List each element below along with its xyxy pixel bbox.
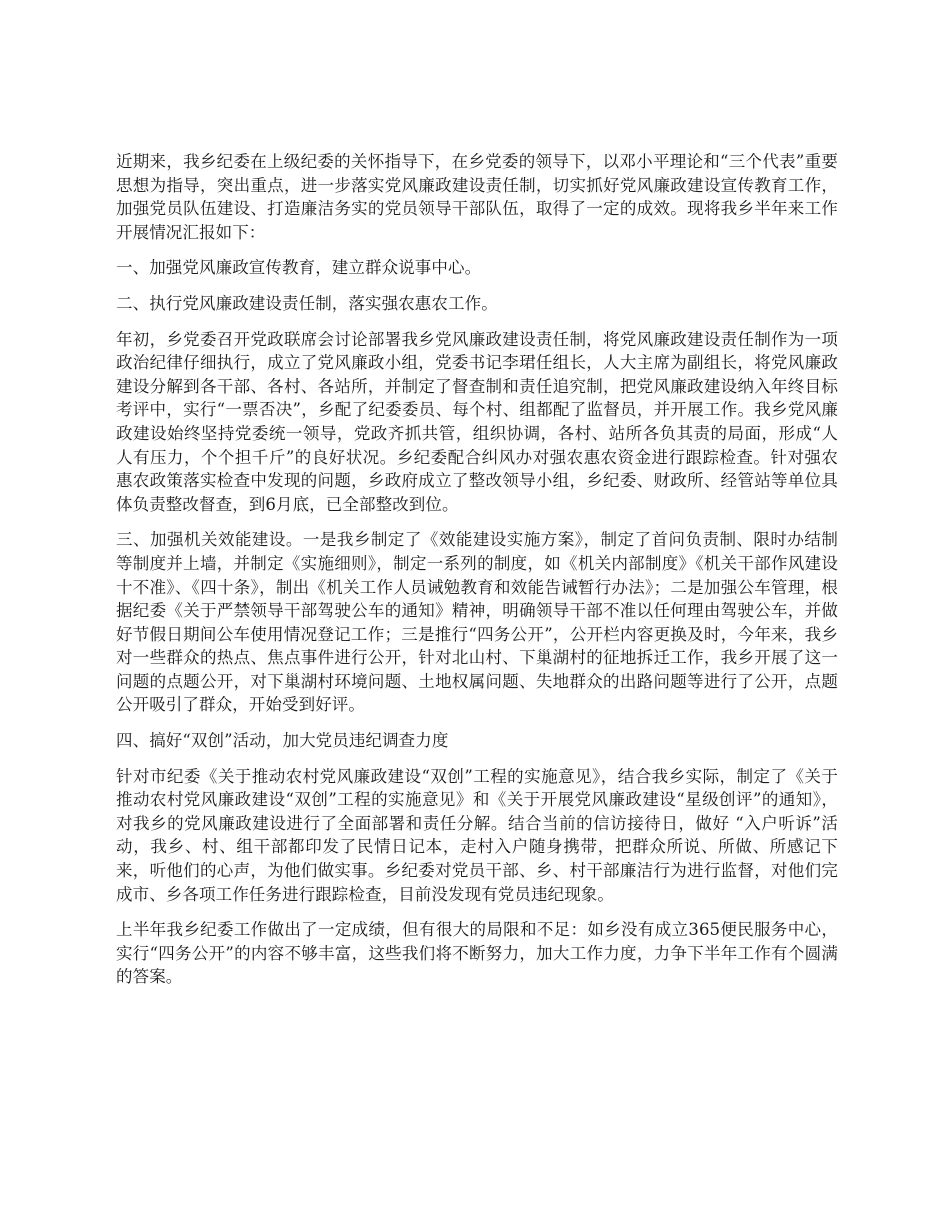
section-heading-4: 四、搞好“双创”活动，加大党员违纪调查力度 [116,731,449,751]
section-3-paragraph: 三、加强机关效能建设。一是我乡制定了《效能建设实施方案》，制定了首问负责制、限时办结制等制度并上墙，并制定《实施细则》，制定一系列的制度，如《机关内部制度》《机关干部作风建设十不准》、《四十条》，制出《机关工作人员诫勉教育和效能告诫暂行办法》；二是加强公车管理，根据纪委《关于严禁领导干部驾驶公车的通知》精神，明确领导干部不准以任何理由驾驶公车，并做好节假日期间公车使用情况登记工作；三是推行“四务公开”，公开栏内容更换及时，今年来，我乡对一些群众的热点、焦点事件进行公开，针对北山村、下巢湖村的征地拆迁工作，我乡开展了这一问题的点题公开，对下巢湖村环境问题、土地权属问题、失地群众的出路问题等进行了公开，点题公开吸引了群众，开始受到好评。 [116,530,838,715]
conclusion-paragraph: 上半年我乡纪委工作做出了一定成绩，但有很大的局限和不足：如乡没有成立365便民服务中心，实行“四务公开”的内容不够丰富，这些我们将不断努力，加大工作力度，力争下半年工作有个圆满的答案。 [116,920,838,987]
section-4-paragraph: 针对市纪委《关于推动农村党风廉政建设“双创”工程的实施意见》，结合我乡实际，制定了《关于推动农村党风廉政建设“双创”工程的实施意见》和《关于开展党风廉政建设“星级创评”的通知》，对我乡的党风廉政建设进行了全面部署和责任分解。结合当前的信访接待日，做好 “入户听诉”活动，我乡、村、组干部都印发了民情日记本，走村入户随身携带，把群众所说、所做、所感记下来，听他们的心声，为他们做实事。乡纪委对党员干部、乡、村干部廉洁行为进行监督，对他们完成市、乡各项工作任务进行跟踪检查，目前没发现有党员违纪现象。 [116,766,838,904]
document-body [116,150,838,1001]
section-heading-2: 二、执行党风廉政建设责任制，落实强农惠农工作。 [116,293,498,313]
section-2-paragraph: 年初，乡党委召开党政联席会讨论部署我乡党风廉政建设责任制，将党风廉政建设责任制作为一项政治纪律仔细执行，成立了党风廉政小组，党委书记李珺任组长，人大主席为副组长，将党风廉政建设分解到各干部、各村、各站所，并制定了督查制和责任追究制，把党风廉政建设纳入年终目标考评中，实行“一票否决”，乡配了纪委委员、每个村、组都配了监督员，并开展工作。我乡党风廉政建设始终坚持党委统一领导，党政齐抓共管，组织协调，各村、站所各负其责的局面，形成“人人有压力，个个担千斤”的良好状况。乡纪委配合纠风办对强农惠农资金进行跟踪检查。针对强农惠农政策落实检查中发现的问题，乡政府成立了整改领导小组，乡纪委、财政所、经管站等单位具体负责整改督查，到6月底，已全部整改到位。 [116,329,838,514]
intro-paragraph: 近期来，我乡纪委在上级纪委的关怀指导下，在乡党委的领导下，以邓小平理论和“三个代表”重要思想为指导，突出重点，进一步落实党风廉政建设责任制，切实抓好党风廉政建设宣传教育工作，加强党员队伍建设、打造廉洁务实的党员领导干部队伍，取得了一定的成效。现将我乡半年来工作开展情况汇报如下： [116,152,838,242]
section-heading-1: 一、加强党风廉政宣传教育，建立群众说事中心。 [116,258,482,278]
